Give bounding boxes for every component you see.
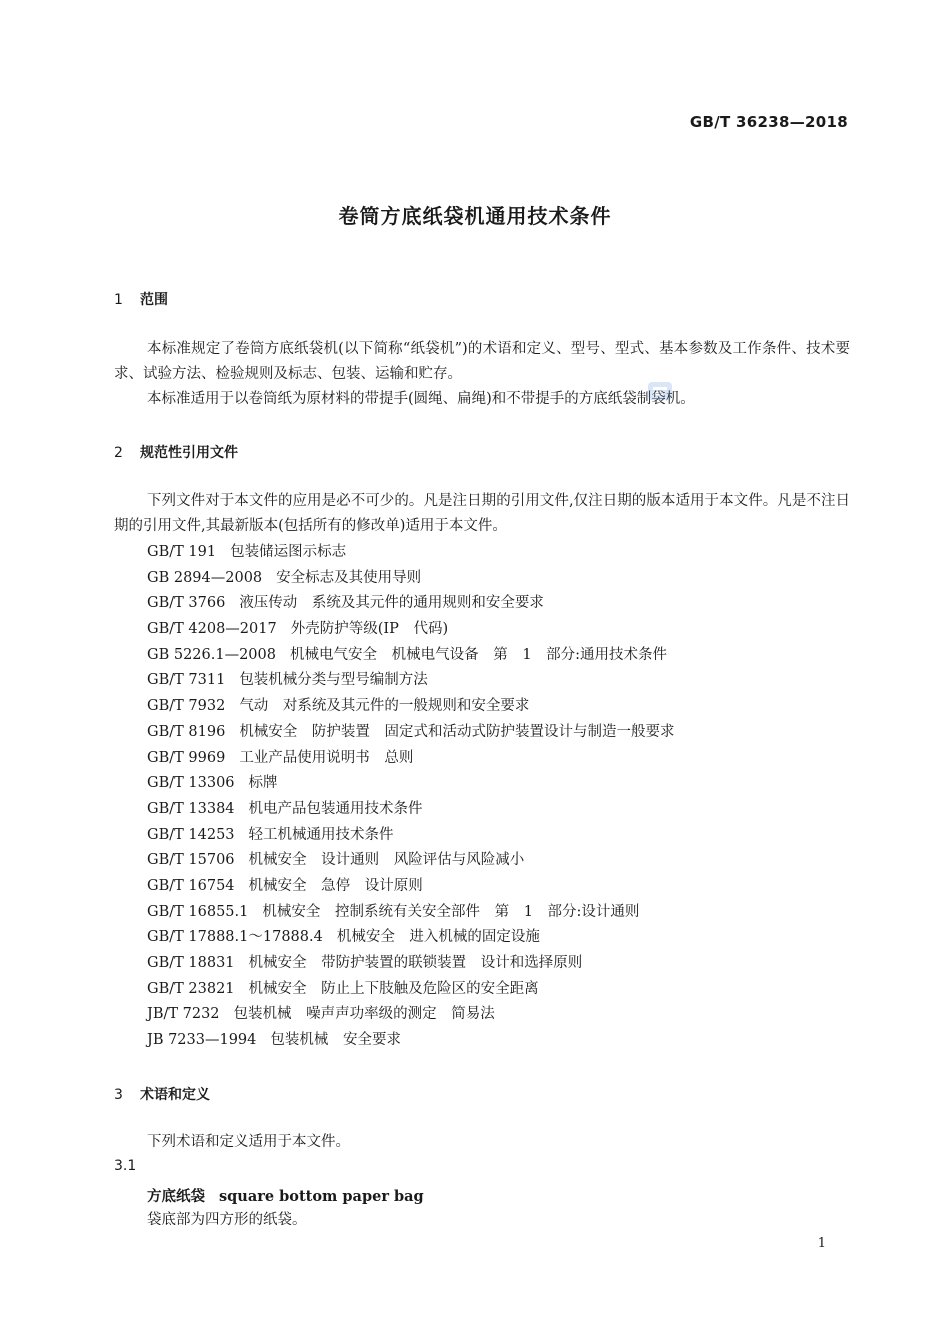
watermark-logo-icon [646,380,674,402]
reference-title: 包装机械 安全要求 [270,1032,401,1049]
reference-code: GB 5226.1—2008 [147,646,276,663]
reference-item [147,566,675,592]
section-3-heading [114,1084,210,1104]
reference-title: 包装机械 噪声声功率级的测定 简易法 [233,1006,495,1023]
document-title: 卷筒方底纸袋机通用技术条件 [338,204,612,228]
reference-title: 机械安全 进入机械的固定设施 [336,929,540,946]
term-definition: 袋底部为四方形的纸袋。 [147,1212,307,1228]
term-heading [147,1184,424,1210]
reference-item [147,643,675,669]
reference-title: 机械安全 控制系统有关安全部件 第 1 部分:设计通则 [262,903,640,920]
reference-title: 机械安全 设计通则 风险评估与风险减小 [248,852,525,869]
reference-item [147,900,675,926]
reference-item [147,925,675,951]
reference-title: 机电产品包装通用技术条件 [248,800,423,817]
reference-title: 机械安全 急停 设计原则 [248,877,423,894]
reference-code: GB/T 9969 [147,749,226,766]
reference-item [147,771,675,797]
reference-code: JB 7233—1994 [147,1032,257,1049]
reference-item [147,668,675,694]
reference-item [147,797,675,823]
reference-title: 气动 对系统及其元件的一般规则和安全要求 [239,698,530,715]
normative-references-list [147,540,675,1054]
section-number: 2 [114,445,123,461]
reference-item [147,720,675,746]
reference-title: 轻工机械通用技术条件 [248,826,394,843]
reference-code: GB/T 15706 [147,852,235,869]
reference-code: GB/T 7932 [147,698,226,715]
reference-code: GB/T 13306 [147,775,235,792]
term-number: 3.1 [114,1158,137,1174]
reference-title: 机械电气安全 机械电气设备 第 1 部分:通用技术条件 [290,646,668,663]
reference-code: GB/T 16855.1 [147,903,249,920]
section-2-heading [114,442,238,462]
reference-code: JB/T 7232 [147,1006,220,1023]
reference-code: GB 2894—2008 [147,569,263,586]
term-name-chinese: 方底纸袋 [147,1189,205,1205]
reference-item [147,951,675,977]
reference-title: 包装机械分类与型号编制方法 [239,672,428,689]
reference-code: GB/T 18831 [147,955,235,971]
reference-item [147,617,675,643]
reference-code: GB/T 13384 [147,800,235,817]
reference-title: 工业产品使用说明书 总则 [239,749,414,766]
reference-code: GB/T 7311 [147,672,226,689]
reference-code: GB/T 4208—2017 [147,621,277,638]
reference-title: 液压传动 系统及其元件的通用规则和安全要求 [239,595,544,612]
section-title: 规范性引用文件 [140,445,238,461]
reference-code: GB/T 17888.1～17888.4 [147,929,323,946]
reference-item [147,746,675,772]
reference-title: 外壳防护等级(IP 代码) [290,621,449,638]
reference-title: 机械安全 防止上下肢触及危险区的安全距离 [248,980,539,997]
section-number: 1 [114,292,123,308]
reference-item [147,1002,675,1028]
scope-paragraph-2: 本标准适用于以卷筒纸为原材料的带提手(圆绳、扁绳)和不带提手的方底纸袋制袋机。 [147,391,695,407]
section-title: 范围 [140,292,168,308]
references-intro-paragraph: 下列文件对于本文件的应用是必不可少的。凡是注日期的引用文件,仅注日期的版本适用于本文件。凡是不注日期的引用文件,其最新版本(包括所有的修改单)适用于本文件。 [114,493,850,534]
standard-number: GB/T 36238—2018 [689,113,848,131]
reference-item [147,874,675,900]
reference-item [147,977,675,1003]
reference-item [147,823,675,849]
reference-title: 机械安全 防护装置 固定式和活动式防护装置设计与制造一般要求 [239,723,675,740]
reference-code: GB/T 16754 [147,877,235,894]
section-number: 3 [114,1087,123,1103]
reference-title: 机械安全 带防护装置的联锁装置 设计和选择原则 [248,955,583,971]
reference-code: GB/T 14253 [147,826,235,843]
section-1-heading [114,289,168,309]
reference-item [147,1028,675,1054]
terms-intro: 下列术语和定义适用于本文件。 [147,1134,350,1150]
term-name-english: square bottom paper bag [219,1188,424,1205]
reference-code: GB/T 23821 [147,980,235,997]
page-number: 1 [817,1236,826,1251]
reference-code: GB/T 8196 [147,723,226,740]
reference-code: GB/T 191 [147,544,217,560]
reference-item [147,694,675,720]
reference-title: 安全标志及其使用导则 [276,569,422,586]
reference-title: 包装储运图示标志 [230,544,347,560]
reference-item [147,540,675,566]
reference-title: 标牌 [248,775,278,792]
reference-code: GB/T 3766 [147,595,226,612]
reference-item [147,848,675,874]
scope-paragraph-1: 本标准规定了卷筒方底纸袋机(以下简称“纸袋机”)的术语和定义、型号、型式、基本参数及工作条件、技术要求、试验方法、检验规则及标志、包装、运输和贮存。 [114,341,850,382]
section-title: 术语和定义 [140,1087,210,1103]
reference-item [147,591,675,617]
